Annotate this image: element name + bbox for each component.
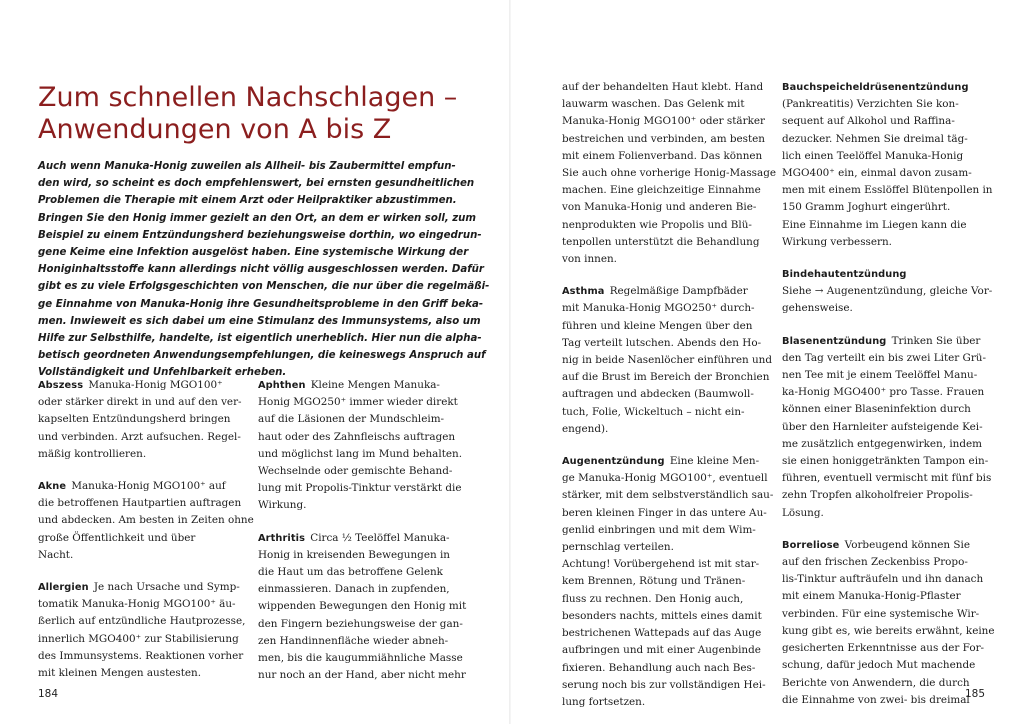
intro-paragraph <box>38 158 490 382</box>
entry-line <box>782 234 987 251</box>
entry-text: fluss zu rechnen. Den Honig auch, <box>562 592 744 605</box>
entry-text: oder stärker direkt in und auf den ver- <box>38 396 242 409</box>
entry-text: machen. Eine gleichzeitige Einnahme <box>562 184 761 197</box>
entry-line <box>562 352 773 369</box>
entry-text: einmassieren. Danach in zupfenden, <box>258 583 450 596</box>
page-number-left: 184 <box>38 688 59 700</box>
entry-line <box>562 148 767 165</box>
intro-line: Bringen Sie den Honig immer gezielt an den Ort, an dem er wirken soll, zum <box>38 212 477 224</box>
entry-line <box>782 537 987 554</box>
entry-text: tomatik Manuka-Honig MGO100⁺ äu- <box>38 598 236 611</box>
glossary-entry <box>562 283 773 438</box>
entry-line <box>782 384 987 401</box>
entry-line <box>782 657 987 674</box>
entry-line <box>258 667 466 684</box>
entry-line <box>258 547 463 564</box>
entry-text: tuch, Folie, Wickeltuch – nicht ein- <box>562 405 745 418</box>
entry-term: Borreliose <box>782 539 840 551</box>
entry-text: die Einnahme von zwei- bis dreimal <box>782 693 970 706</box>
entry-line <box>782 165 987 182</box>
entry-text: mit kleinen Mengen austesten. <box>38 667 202 680</box>
entry-term: Abszess <box>38 380 84 391</box>
entry-line <box>562 487 774 504</box>
entry-term: Bauchspeicheldrüsenentzündung <box>782 82 969 93</box>
entry-line <box>38 429 243 446</box>
entry-text: von innen. <box>562 253 617 266</box>
entry-text: men, bis die kaugummiähnliche Masse <box>258 652 463 665</box>
entry-line <box>782 113 987 130</box>
entry-line <box>38 495 243 512</box>
entry-line <box>258 650 463 667</box>
entry-line <box>562 165 777 182</box>
entry-text: Honig MGO250⁺ immer wieder direkt <box>258 396 458 409</box>
entry-line <box>562 677 767 694</box>
entry-line <box>562 113 767 130</box>
entry-text: pernschlag verteilen. <box>562 541 674 554</box>
entry-line <box>562 556 767 573</box>
entry-text: aufbringen und mit einer Augenbinde <box>562 644 761 657</box>
entry-line <box>562 470 767 487</box>
entry-line <box>38 446 243 463</box>
entry-line <box>562 505 767 522</box>
entry-text: kung gibt es, wie bereits erwähnt, keine <box>782 624 995 637</box>
entry-text: nenprodukten wie Propolis und Blü- <box>562 218 752 231</box>
intro-line: Vollständigkeit und Unfehlbarkeit erheben. <box>38 367 287 379</box>
glossary-entry <box>38 579 246 682</box>
entry-text: Je nach Ursache und Symp- <box>93 581 240 594</box>
entry-line <box>782 692 987 709</box>
entry-line <box>562 199 767 216</box>
entry-term: Asthma <box>562 286 605 298</box>
entry-text: führen, eventuell vermischt mit fünf bis <box>782 472 992 485</box>
entry-text: Manuka-Honig MGO100⁺ <box>88 379 223 391</box>
entry-text: men mit einem Esslöffel Blütenpollen in <box>782 184 993 197</box>
entry-line <box>782 640 987 657</box>
entry-text: lung mit Propolis-Tinktur verstärkt die <box>258 482 462 495</box>
page-title <box>38 82 478 146</box>
entry-line <box>562 573 767 590</box>
entry-text: mäßig kontrollieren. <box>38 447 147 460</box>
entry-text: ßerlich auf entzündliche Hautprozesse, <box>38 615 246 628</box>
entry-text: besonders nachts, mittels eines damit <box>562 609 762 622</box>
entry-text: Vorbeugend können Sie <box>844 538 971 551</box>
glossary-entry <box>258 530 467 685</box>
entry-line <box>782 199 987 216</box>
intro-line: Honiginhaltsstoffe kann allerdings nicht völlig ausgeschlossen werden. Dafür <box>38 264 484 276</box>
entry-line <box>258 633 463 650</box>
entry-line <box>38 631 243 648</box>
entry-text: genlid einbringen und mit dem Wim- <box>562 523 756 536</box>
entry-text: Siehe → Augenentzündung, gleiche Vor- <box>782 285 993 298</box>
entry-text: mit einem Manuka-Honig-Pflaster <box>782 590 961 603</box>
entry-text: von Manuka-Honig und anderen Bie- <box>562 201 757 214</box>
entry-text: lauwarm waschen. Das Gelenk mit <box>562 98 745 111</box>
entry-line <box>562 182 767 199</box>
title-line: Zum schnellen Nachschlagen – <box>38 82 458 113</box>
glossary-entry <box>782 79 993 251</box>
entry-text: dezucker. Nehmen Sie dreimal täg- <box>782 132 968 145</box>
entry-line <box>38 596 243 613</box>
entry-text: nur noch an der Hand, aber nicht mehr <box>258 669 466 682</box>
entry-line <box>562 591 767 608</box>
entry-line <box>258 377 463 394</box>
entry-text: können einer Blaseninfektion durch <box>782 403 971 416</box>
intro-line: gibt es zu viele Erfolgsgeschichten von Menschen, die nur über die regelmäßi- <box>38 281 490 293</box>
entry-text: kapselten Entzündungsherd bringen <box>38 413 231 426</box>
entry-line <box>562 608 767 625</box>
entry-line <box>258 463 463 480</box>
entry-text: und abdecken. Am besten in Zeiten ohne <box>38 514 254 527</box>
entry-line <box>562 217 767 234</box>
entry-text: Achtung! Vorübergehend ist mit star- <box>562 558 760 571</box>
entry-text: auf der behandelten Haut klebt. Hand <box>562 81 764 93</box>
entry-text: gehensweise. <box>782 302 853 315</box>
intro-line: Auch wenn Manuka-Honig zuweilen als Allheil- bis Zaubermittel empfun- <box>38 161 456 172</box>
entry-line <box>782 350 987 367</box>
entry-text: beren kleinen Finger in das untere Au- <box>562 506 767 519</box>
glossary-entry <box>258 377 463 515</box>
entry-line <box>782 131 987 148</box>
entry-line <box>562 234 767 251</box>
entry-text: stärker, mit dem selbstverständlich sau- <box>562 489 774 502</box>
entry-line <box>562 318 767 335</box>
entry-text: Sie auch ohne vorherige Honig-Massage <box>562 167 777 180</box>
intro-line: men. Inwieweit es sich dabei um eine Stimulanz des Immunsystems, also um <box>38 315 481 327</box>
entry-line <box>782 623 995 640</box>
glossary-entry <box>562 453 774 711</box>
entry-line <box>562 404 767 421</box>
entry-line <box>258 598 467 615</box>
entry-text: über den Harnleiter aufsteigende Kei- <box>782 420 983 433</box>
entry-line <box>562 300 767 317</box>
glossary-entry <box>782 266 993 318</box>
entry-text: Eine kleine Men- <box>669 455 760 468</box>
entry-text: den Tag verteilt ein bis zwei Liter Grü- <box>782 351 987 364</box>
entry-line <box>258 411 463 428</box>
entry-line <box>258 429 463 446</box>
intro-line: Beispiel zu einem Entzündungsherd beziehungsweise dorthin, wo eingedrun- <box>38 229 482 241</box>
entry-text: me zusätzlich entgegenwirken, indem <box>782 437 983 450</box>
entry-line <box>38 377 243 394</box>
intro-line: gene Keime eine Infektion ausgelöst haben. Eine systemische Wirkung der <box>38 247 469 259</box>
entry-line <box>782 571 987 588</box>
entry-line <box>258 480 463 497</box>
entry-text: die betroffenen Hautpartien auftragen <box>38 497 242 510</box>
entry-line <box>562 522 767 539</box>
entry-text: Nacht. <box>38 548 74 561</box>
entry-line <box>782 266 987 283</box>
entry-line <box>38 579 243 596</box>
entry-term: Allergien <box>38 582 89 594</box>
entry-text: ka-Honig MGO400⁺ pro Tasse. Frauen <box>782 386 985 399</box>
glossary-entry <box>782 537 995 709</box>
entry-line <box>258 530 463 547</box>
entry-line <box>562 539 767 556</box>
entry-text: serung noch bis zur vollständigen Hei- <box>562 678 766 691</box>
entry-text: fixieren. Behandlung auch nach Bes- <box>562 661 756 674</box>
entry-line <box>782 588 987 605</box>
entry-line <box>782 283 993 300</box>
page-number-right: 185 <box>965 688 986 700</box>
text-column-1 <box>38 377 254 697</box>
entry-line <box>782 401 987 418</box>
entry-line <box>38 478 243 495</box>
entry-line <box>782 487 987 504</box>
entry-line <box>782 606 987 623</box>
entry-line <box>562 251 767 268</box>
entry-line <box>562 642 767 659</box>
text-column-4 <box>782 79 995 724</box>
entry-line <box>562 335 767 352</box>
entry-text: Honig in kreisenden Bewegungen in <box>258 548 450 561</box>
intro-line: betisch geordneten Anwendungsempfehlungen, die keineswegs Anspruch auf <box>38 350 486 362</box>
entry-term: Bindehautentzündung <box>782 269 907 281</box>
intro-line: Problemen die Therapie mit einem Arzt oder Heilpraktiker abzustimmen. <box>38 195 457 207</box>
entry-text: 150 Gramm Joghurt eingerührt. <box>782 201 951 214</box>
entry-text: bestrichenen Wattepads auf das Auge <box>562 627 762 640</box>
entry-term: Aphthen <box>258 380 306 391</box>
entry-text: wippenden Bewegungen den Honig mit <box>258 600 467 613</box>
entry-line <box>38 394 243 411</box>
entry-text: ge Manuka-Honig MGO100⁺, eventuell <box>562 472 768 485</box>
entry-line <box>38 530 243 547</box>
entry-text: verbinden. Für eine systemische Wir- <box>782 607 980 620</box>
entry-text: Lösung. <box>782 506 824 519</box>
entry-text: führen und kleine Mengen über den <box>562 319 753 332</box>
entry-line <box>782 505 987 522</box>
entry-text: Trinken Sie über <box>891 334 981 347</box>
entry-text: Circa ½ Teelöffel Manuka- <box>310 531 450 544</box>
text-column-3 <box>562 79 777 726</box>
glossary-entry <box>38 478 254 564</box>
entry-line <box>562 660 767 677</box>
entry-text: die Haut um das betroffene Gelenk <box>258 566 443 579</box>
entry-line <box>782 436 987 453</box>
entry-text: mit einem Folienverband. Das können <box>562 149 763 162</box>
entry-line <box>258 497 463 514</box>
entry-text: (Pankreatitis) Verzichten Sie kon- <box>782 98 959 111</box>
entry-text: Eine Einnahme im Liegen kann die <box>782 218 967 231</box>
entry-text: auf die Läsionen der Mundschleim- <box>258 413 445 426</box>
glossary-entry <box>562 79 777 268</box>
entry-text: Tag verteilt lutschen. Abends den Ho- <box>562 336 762 349</box>
entry-text: MGO400⁺ ein, einmal davon zusam- <box>782 167 972 180</box>
entry-text: und verbinden. Arzt aufsuchen. Regel- <box>38 430 241 443</box>
entry-text: Manuka-Honig MGO100⁺ oder stärker <box>562 115 765 128</box>
entry-line <box>562 96 767 113</box>
entry-text: gesicherten Erkenntnisse aus der For- <box>782 642 985 655</box>
entry-line <box>562 453 767 470</box>
entry-line <box>38 512 254 529</box>
entry-text: tenpollen unterstützt die Behandlung <box>562 235 760 248</box>
entry-text: nen Tee mit je einem Teelöffel Manu- <box>782 369 978 382</box>
entry-line <box>562 386 767 403</box>
entry-text: auf den frischen Zeckenbiss Propo- <box>782 556 968 569</box>
entry-term: Blasenentzündung <box>782 335 887 347</box>
entry-line <box>562 79 767 96</box>
entry-text: lich einen Teelöffel Manuka-Honig <box>782 149 964 162</box>
entry-text: haut oder des Zahnfleischs auftragen <box>258 430 456 443</box>
entry-line <box>38 648 243 665</box>
entry-text: schung, dafür jedoch Mut machende <box>782 659 976 672</box>
glossary-entry <box>782 333 992 522</box>
entry-line <box>258 564 463 581</box>
entry-text: Manuka-Honig MGO100⁺ auf <box>71 480 226 493</box>
entry-text: Berichte von Anwendern, die durch <box>782 676 970 689</box>
text-column-2 <box>258 377 467 699</box>
entry-text: bestreichen und verbinden, am besten <box>562 132 765 145</box>
entry-line <box>562 283 767 300</box>
entry-text: Wirkung verbessern. <box>782 235 892 248</box>
entry-line <box>782 96 987 113</box>
entry-line <box>782 79 987 96</box>
entry-text: und möglichst lang im Mund behalten. <box>258 447 463 460</box>
intro-line: Hilfe zur Selbsthilfe, handelte, ist eigentlich unerheblich. Hier nun die alpha- <box>38 333 482 345</box>
entry-text: zen Handinnenfläche wieder abneh- <box>258 634 449 647</box>
entry-line <box>258 446 463 463</box>
entry-line <box>782 182 993 199</box>
entry-line <box>562 625 767 642</box>
entry-line <box>782 470 992 487</box>
entry-line <box>562 369 770 386</box>
entry-text: den Fingern beziehungsweise der gan- <box>258 617 463 630</box>
entry-text: Regelmäßige Dampfbäder <box>609 285 748 298</box>
entry-text: große Öffentlichkeit und über <box>38 531 196 544</box>
entry-line <box>562 421 767 438</box>
entry-text: auftragen und abdecken (Baumwoll- <box>562 388 754 401</box>
entry-text: auf die Brust im Bereich der Bronchien <box>562 371 770 384</box>
entry-line <box>782 453 987 470</box>
entry-term: Arthritis <box>258 532 306 544</box>
entry-text: kem Brennen, Rötung und Tränen- <box>562 575 746 588</box>
entry-line <box>782 367 987 384</box>
entry-line <box>782 333 987 350</box>
entry-line <box>258 616 463 633</box>
entry-line <box>38 613 246 630</box>
entry-line <box>258 581 463 598</box>
glossary-entry <box>38 377 243 463</box>
entry-text: lis-Tinktur aufträufeln und ihn danach <box>782 573 984 586</box>
entry-text: sie einen honiggetränkten Tampon ein- <box>782 455 989 468</box>
entry-line <box>258 394 463 411</box>
entry-text: sequent auf Alkohol und Raffina- <box>782 115 955 128</box>
entry-line <box>562 694 767 711</box>
intro-line: den wird, so scheint es doch empfehlenswert, bei ernsten gesundheitlichen <box>38 178 475 190</box>
entry-line <box>782 675 987 692</box>
title-line: Anwendungen von A bis Z <box>38 114 392 145</box>
entry-line <box>38 411 243 428</box>
entry-text: Kleine Mengen Manuka- <box>310 379 440 391</box>
entry-line <box>782 217 987 234</box>
entry-text: innerlich MGO400⁺ zur Stabilisierung <box>38 632 239 645</box>
entry-text: Wechselnde oder gemischte Behand- <box>258 465 453 478</box>
entry-text: mit Manuka-Honig MGO250⁺ durch- <box>562 302 755 315</box>
entry-text: lung fortsetzen. <box>562 695 646 708</box>
entry-term: Augenentzündung <box>562 456 665 468</box>
entry-text: nig in beide Nasenlöcher einführen und <box>562 354 773 367</box>
entry-line <box>782 148 987 165</box>
entry-line <box>782 300 987 317</box>
entry-line <box>782 554 987 571</box>
entry-term: Akne <box>38 481 67 493</box>
entry-line <box>782 419 987 436</box>
page-gutter <box>509 0 511 724</box>
entry-text: engend). <box>562 422 609 435</box>
entry-text: des Immunsystems. Reaktionen vorher <box>38 649 244 662</box>
entry-text: Wirkung. <box>258 499 307 512</box>
entry-line <box>38 547 243 564</box>
entry-text: zehn Tropfen alkoholfreier Propolis- <box>782 489 973 502</box>
entry-line <box>562 131 767 148</box>
entry-line <box>38 665 243 682</box>
intro-line: ge Einnahme von Manuka-Honig ihre Gesundheitsprobleme in den Griff beka- <box>38 298 484 310</box>
